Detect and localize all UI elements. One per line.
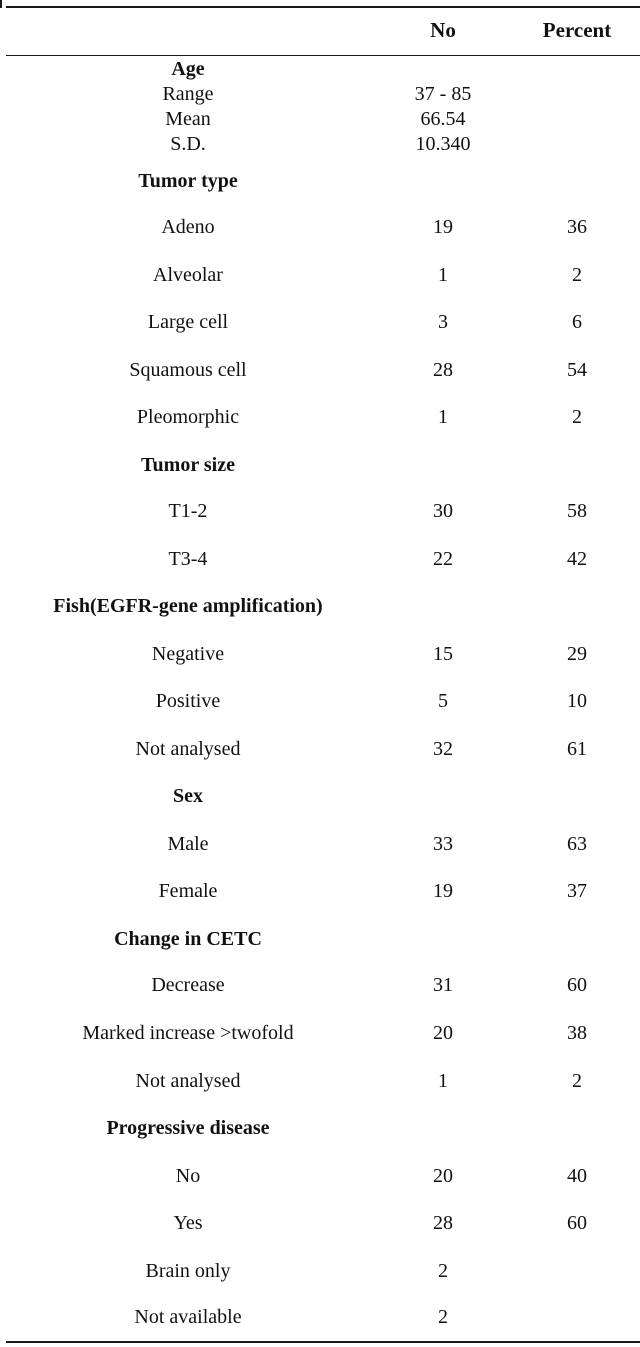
row-percent: 60 xyxy=(567,1212,587,1234)
table-bottom-rule xyxy=(6,1341,640,1343)
section-title: Sex xyxy=(173,785,203,807)
row-no: 32 xyxy=(433,738,453,760)
row-label: Positive xyxy=(155,690,221,712)
age-value: 37 - 85 xyxy=(414,83,472,105)
row-label: Not analysed xyxy=(135,738,241,760)
row-no: 19 xyxy=(433,216,453,238)
row-no: 33 xyxy=(433,833,453,855)
row-no: 30 xyxy=(433,500,453,522)
row-percent: 63 xyxy=(567,833,587,855)
header-col-percent: Percent xyxy=(542,18,612,42)
row-label: Decrease xyxy=(151,974,225,996)
age-value: 66.54 xyxy=(420,108,466,130)
row-percent: 61 xyxy=(567,738,587,760)
row-label: T3-4 xyxy=(168,548,208,570)
row-label: Squamous cell xyxy=(129,359,247,381)
row-label: Alveolar xyxy=(153,264,223,286)
row-no: 2 xyxy=(438,1260,448,1282)
row-label: No xyxy=(175,1165,201,1187)
section-title: Progressive disease xyxy=(106,1117,270,1139)
age-label: Mean xyxy=(165,108,211,130)
row-no: 19 xyxy=(433,880,453,902)
row-label: Large cell xyxy=(147,311,229,333)
age-label: S.D. xyxy=(170,133,206,155)
row-percent: 2 xyxy=(572,406,582,428)
row-label: Adeno xyxy=(161,216,215,238)
table-header-rule xyxy=(6,55,640,56)
row-no: 20 xyxy=(433,1022,453,1044)
row-no: 5 xyxy=(438,690,448,712)
row-percent: 54 xyxy=(567,359,587,381)
section-title: Tumor size xyxy=(141,454,235,476)
row-label: Not analysed xyxy=(135,1070,241,1092)
row-percent: 37 xyxy=(567,880,587,902)
section-title: Fish(EGFR-gene amplification) xyxy=(53,595,323,617)
row-label: Brain only xyxy=(145,1260,231,1282)
row-percent: 42 xyxy=(567,548,587,570)
row-percent: 36 xyxy=(567,216,587,238)
row-no: 15 xyxy=(433,643,453,665)
row-no: 3 xyxy=(438,311,448,333)
row-no: 1 xyxy=(438,1070,448,1092)
row-no: 28 xyxy=(433,359,453,381)
row-no: 22 xyxy=(433,548,453,570)
row-no: 31 xyxy=(433,974,453,996)
row-label: T1-2 xyxy=(168,500,208,522)
row-percent: 2 xyxy=(572,1070,582,1092)
row-percent: 40 xyxy=(567,1165,587,1187)
row-label: Negative xyxy=(151,643,225,665)
row-no: 28 xyxy=(433,1212,453,1234)
row-percent: 6 xyxy=(572,311,582,333)
row-no: 1 xyxy=(438,264,448,286)
section-title: Change in CETC xyxy=(114,928,262,950)
row-label: Female xyxy=(158,880,218,902)
table-top-rule xyxy=(6,6,640,8)
section-title-age: Age xyxy=(171,58,205,80)
row-label: Not available xyxy=(134,1306,242,1328)
row-label: Yes xyxy=(173,1212,203,1234)
row-percent: 38 xyxy=(567,1022,587,1044)
row-no: 2 xyxy=(438,1306,448,1328)
row-no: 1 xyxy=(438,406,448,428)
age-value: 10.340 xyxy=(415,133,471,155)
age-label: Range xyxy=(162,83,214,105)
row-label: Marked increase >twofold xyxy=(82,1022,294,1044)
row-percent: 2 xyxy=(572,264,582,286)
row-no: 20 xyxy=(433,1165,453,1187)
row-percent: 60 xyxy=(567,974,587,996)
row-percent: 58 xyxy=(567,500,587,522)
header-col-no: No xyxy=(430,18,456,42)
table-left-tick xyxy=(0,0,2,8)
row-label: Male xyxy=(167,833,209,855)
row-percent: 10 xyxy=(567,690,587,712)
section-title: Tumor type xyxy=(138,170,238,192)
row-percent: 29 xyxy=(567,643,587,665)
row-label: Pleomorphic xyxy=(136,406,240,428)
